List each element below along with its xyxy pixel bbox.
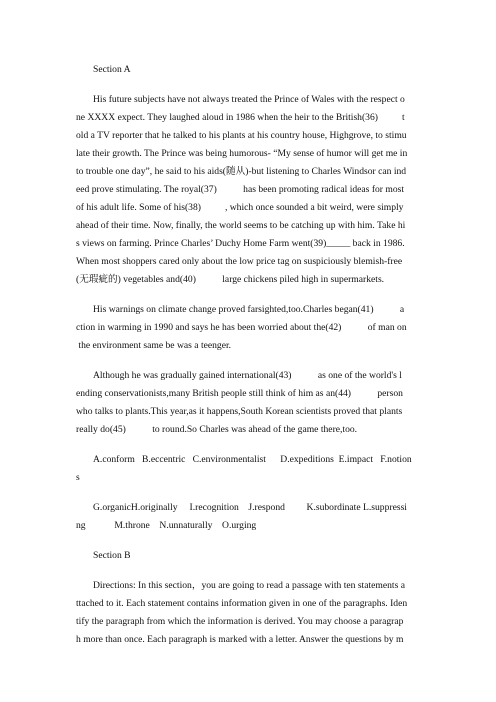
text-line: tify the paragraph from which the information is derived. You may choose a paragrap: [76, 616, 404, 627]
text-line: ahead of their time. Now, finally, the world seems to be catching up with him. Take hi: [76, 220, 406, 231]
text-line: the environment same be was a teenger.: [76, 340, 232, 351]
text-line: A.conform B.eccentric C.environmentalist D.expeditions E.impact F.notion: [93, 454, 412, 465]
text-line: of his adult life. Some of his(38) , which once sounded a bit weird, were simply: [76, 202, 404, 213]
text-line: h more than once. Each paragraph is marked with a letter. Answer the questions by m: [76, 634, 404, 645]
text-line: really do(45) to round.So Charles was ahead of the game there,too.: [76, 424, 358, 435]
text-line: ttached to it. Each statement contains information given in one of the paragraphs. Iden: [76, 598, 408, 609]
text-line: s: [76, 472, 80, 483]
text-line: ction in warming in 1990 and says he has been worried about the(42) of man on: [76, 322, 407, 333]
text-line: His future subjects have not always treated the Prince of Wales with the respect o: [93, 94, 405, 105]
text-line: (无瑕疵的) vegetables and(40) large chickens piled high in supermarkets.: [76, 274, 385, 285]
text-line: late their growth. The Prince was being humorous- “My sense of humor will get me in: [76, 148, 408, 159]
text-line: His warnings on climate change proved farsighted,too.Charles began(41) a: [93, 304, 405, 315]
text-line: who talks to plants.This year,as it happens,South Korean scientists proved that plants: [76, 406, 403, 417]
text-line: Directions: In this section，you are going to read a passage with ten statements a: [93, 580, 405, 591]
text-line: old a TV reporter that he talked to his plants at his country house, Highgrove, to stimu: [76, 130, 407, 141]
section-heading: Section A: [93, 64, 131, 75]
text-line: When most shoppers cared only about the low price tag on suspiciously blemish-free: [76, 256, 403, 267]
text-line: G.organicH.originally I.recognition J.respond K.subordinate L.suppressi: [93, 502, 407, 513]
text-line: ne XXXX expect. They laughed aloud in 1986 when the heir to the British(36) t: [76, 112, 405, 123]
text-line: ng M.throne N.unnaturally O.urging: [76, 520, 257, 531]
text-line: s views on farming. Prince Charles’ Duchy Home Farm went(39)_____ back in 1986.: [76, 238, 405, 249]
section-heading: Section B: [93, 550, 131, 561]
text-line: ending conservationists,many British people still think of him as an(44) person: [76, 388, 403, 399]
text-line: to trouble one day”, he said to his aids(随从)-but listening to Charles Windsor can ind: [76, 166, 407, 177]
text-line: eed prove stimulating. The royal(37) has been promoting radical ideas for most: [76, 184, 405, 195]
text-line: Although he was gradually gained international(43) as one of the world's l: [93, 370, 402, 381]
